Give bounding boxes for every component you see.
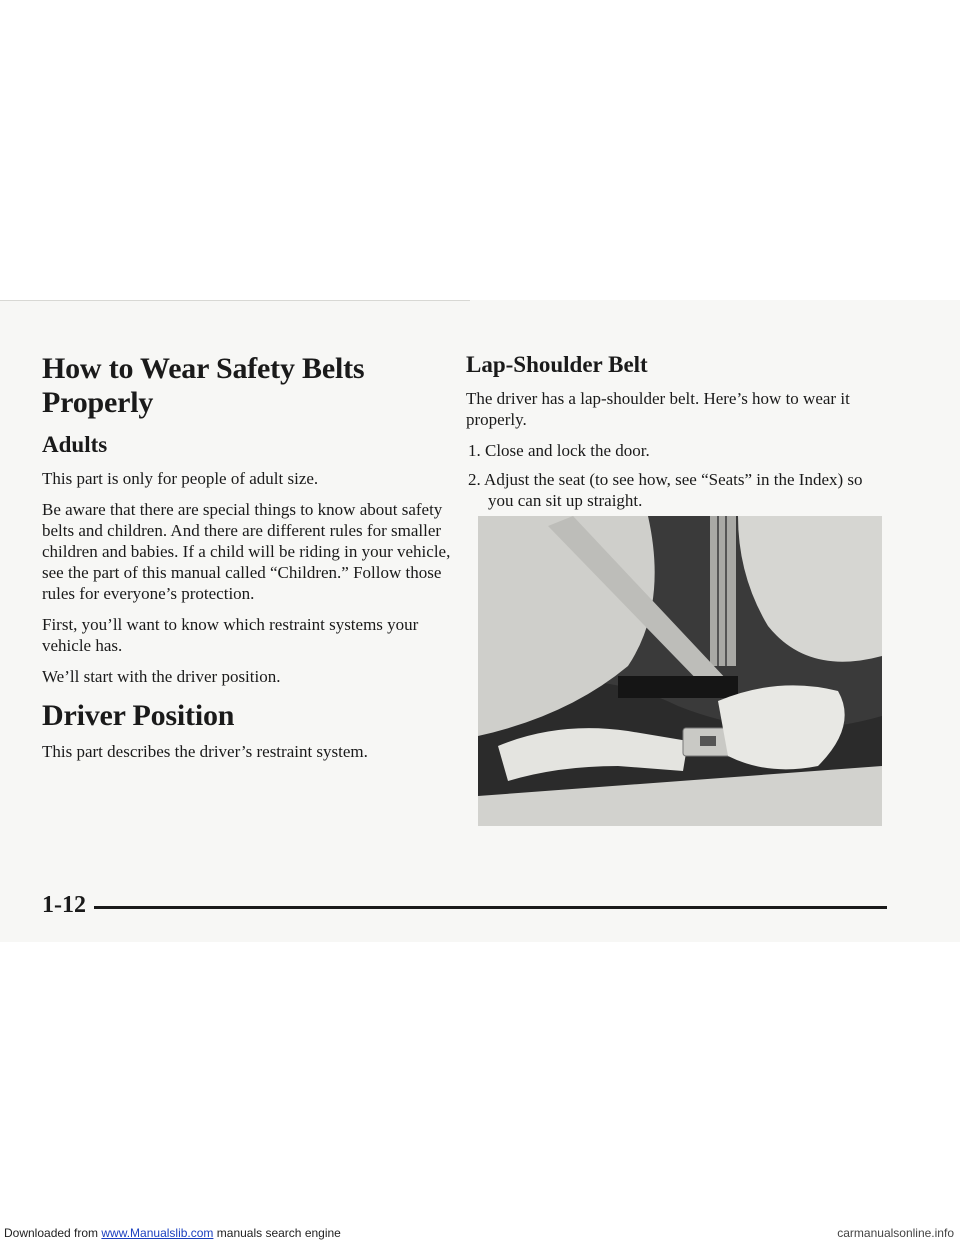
- steps-list: [466, 440, 886, 511]
- download-prefix: Downloaded from: [4, 1226, 102, 1240]
- list-item: 2. Adjust the seat (to see how, see “Seats” in the Index) so you can sit up straight.: [468, 470, 863, 510]
- paragraph: This part is only for people of adult size.: [42, 469, 319, 488]
- right-column: [466, 352, 886, 519]
- paragraph: We’ll start with the driver position.: [42, 667, 281, 686]
- download-suffix: manuals search engine: [213, 1226, 341, 1240]
- adults-heading: Adults: [42, 432, 108, 457]
- page-number: 1-12: [42, 892, 86, 918]
- download-notice: [4, 1226, 341, 1240]
- manualslib-link[interactable]: www.Manualslib.com: [101, 1226, 214, 1240]
- seat-belt-illustration: [478, 516, 882, 826]
- download-bar: [0, 1224, 960, 1242]
- footer-rule: [94, 906, 887, 909]
- lap-shoulder-heading: Lap-Shoulder Belt: [466, 352, 648, 377]
- driver-position-heading: Driver Position: [42, 699, 235, 732]
- watermark-text: carmanualsonline.info: [837, 1226, 954, 1240]
- paragraph: First, you’ll want to know which restraint systems your vehicle has.: [42, 615, 419, 655]
- top-rule: [0, 300, 470, 301]
- paragraph: This part describes the driver’s restraint system.: [42, 742, 368, 761]
- page-title: How to Wear Safety Belts Properly: [42, 352, 365, 419]
- left-column: [42, 352, 452, 772]
- list-item: 1. Close and lock the door.: [468, 441, 650, 460]
- intro-text: The driver has a lap-shoulder belt. Here’s how to wear it properly.: [466, 389, 850, 429]
- paragraph: Be aware that there are special things to know about safety belts and children. And there are different rules for smaller children and babies. If a child will be riding in your vehicle, see the part of this manual called “Children.” Follow those rules for everyone’s protection.: [42, 500, 451, 603]
